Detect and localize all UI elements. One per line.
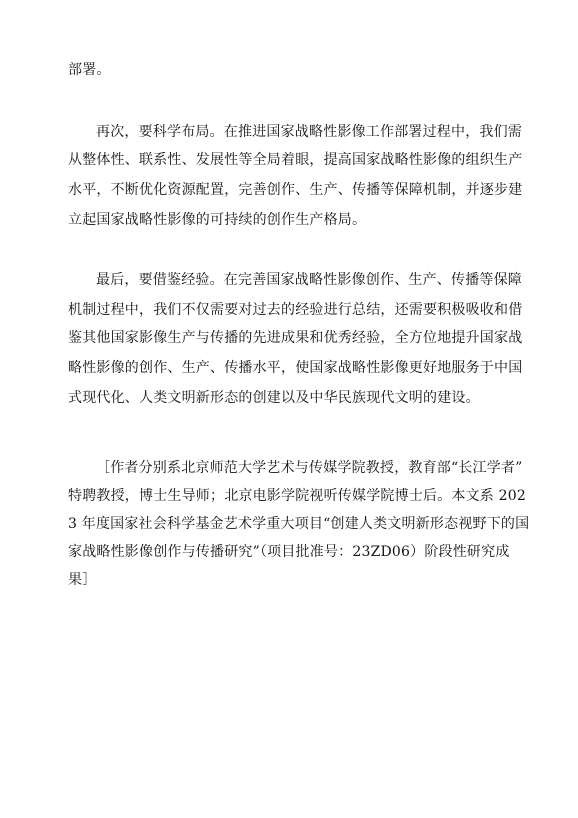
paragraph-2-line-4: 略性影像的创作、生产、传播水平，使国家战略性影像更好地服务于中国 [68, 360, 523, 376]
author-note-line-1: ［作者分别系北京师范大学艺术与传媒学院教授，教育部“长江学者” [96, 460, 523, 476]
author-note-line-5: 果］ [68, 572, 97, 588]
author-note-line-2: 特聘教授，博士生导师；北京电影学院视听传媒学院博士后。本文系 202 [68, 488, 526, 504]
paragraph-2-line-2: 机制过程中，我们不仅需要对过去的经验进行总结，还需要积极吸收和借 [68, 302, 523, 318]
paragraph-continuation-line: 部署。 [68, 62, 111, 78]
paragraph-2-line-1: 最后，要借鉴经验。在完善国家战略性影像创作、生产、传播等保障 [96, 272, 522, 288]
author-note-line-3: 3 年度国家社会科学基金艺术学重大项目“创建人类文明新形态视野下的国 [68, 516, 530, 532]
paragraph-1-line-1: 再次，要科学布局。在推进国家战略性影像工作部署过程中，我们需 [96, 124, 522, 140]
author-note-line-4: 家战略性影像创作与传播研究”（项目批准号：23ZD06）阶段性研究成 [68, 544, 510, 560]
paragraph-2-line-5: 式现代化、人类文明新形态的创建以及中华民族现代文明的建设。 [68, 390, 480, 406]
paragraph-1-line-3: 水平，不断优化资源配置，完善创作、生产、传播等保障机制，并逐步建 [68, 182, 523, 198]
paragraph-2-line-3: 鉴其他国家影像生产与传播的先进成果和优秀经验，全方位地提升国家战 [68, 330, 523, 346]
paragraph-1-line-2: 从整体性、联系性、发展性等全局着眼，提高国家战略性影像的组织生产 [68, 152, 523, 168]
paragraph-1-line-4: 立起国家战略性影像的可持续的创作生产格局。 [68, 212, 367, 228]
